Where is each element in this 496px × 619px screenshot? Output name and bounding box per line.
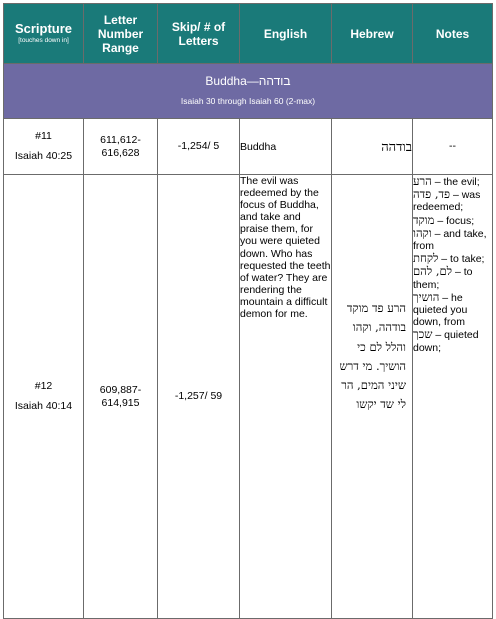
header-hebrew: Hebrew bbox=[332, 4, 413, 64]
header-row bbox=[4, 4, 493, 64]
note-hebrew: לם, להם bbox=[413, 264, 453, 279]
header-scripture bbox=[4, 4, 84, 64]
header-letter-number-range: Letter Number Range bbox=[84, 4, 158, 64]
section-title: Buddha—בודהה bbox=[205, 74, 291, 88]
notes-cell bbox=[413, 175, 493, 619]
row-verse: Isaiah 40:14 bbox=[14, 400, 73, 412]
english-cell: Buddha bbox=[240, 119, 332, 175]
note-item bbox=[413, 328, 492, 353]
header-scripture-sub: [touches down in] bbox=[18, 37, 69, 44]
note-text: – was redeemed; bbox=[413, 189, 481, 214]
note-text: – to take; bbox=[441, 253, 485, 266]
note-hebrew: שכך bbox=[413, 327, 433, 342]
note-hebrew: הושיך bbox=[413, 289, 440, 304]
note-hebrew: הרע bbox=[413, 174, 432, 188]
section-band-cell bbox=[4, 64, 493, 119]
section-band bbox=[4, 64, 493, 119]
row-verse: Isaiah 40:25 bbox=[14, 150, 73, 162]
note-hebrew: מוקד bbox=[413, 212, 435, 227]
bible-code-table bbox=[3, 3, 493, 619]
hebrew-cell bbox=[332, 119, 413, 175]
hebrew-cell bbox=[332, 175, 413, 619]
header-skip: Skip/ # of Letters bbox=[158, 4, 240, 64]
note-hebrew: וקהו bbox=[413, 225, 432, 240]
header-notes: Notes bbox=[413, 4, 493, 64]
note-text: – and take, from bbox=[413, 227, 487, 253]
note-hebrew: לקחת bbox=[413, 251, 439, 266]
scripture-cell bbox=[4, 175, 84, 619]
skip-cell: -1,254/ 5 bbox=[158, 119, 240, 175]
skip-cell: -1,257/ 59 bbox=[158, 175, 240, 619]
notes-cell: -- bbox=[413, 119, 493, 175]
range-cell: 609,887-614,915 bbox=[84, 175, 158, 619]
table-row bbox=[4, 175, 493, 619]
note-text: – he quieted you down, from bbox=[413, 291, 468, 329]
scripture-cell bbox=[4, 119, 84, 175]
row-number: #12 bbox=[34, 380, 53, 392]
note-text: – to them; bbox=[413, 266, 473, 291]
table-row bbox=[4, 119, 493, 175]
row-number: #11 bbox=[35, 130, 52, 142]
note-text: – focus; bbox=[437, 214, 475, 227]
english-cell: The evil was redeemed by the focus of Buddha, and take and praise them, for you were quieted down. Who has requested the teeth of water? They are rendering the mountain a difficult demon for me. bbox=[240, 175, 332, 619]
hebrew-text: הרע פד מוקד בודהה, וקהו והלל לם כי הושיך. מי דרש שיני המים, הר לי שד יקשו bbox=[339, 301, 406, 412]
range-cell: 611,612-616,628 bbox=[84, 119, 158, 175]
note-item bbox=[413, 227, 492, 252]
hebrew-text: בודהה bbox=[381, 139, 412, 155]
note-text: – quieted down; bbox=[413, 329, 479, 354]
note-item bbox=[413, 291, 492, 329]
note-text: – the evil; bbox=[434, 176, 480, 188]
note-hebrew: פד, פדה bbox=[413, 187, 451, 202]
header-scripture-label: Scripture bbox=[14, 21, 73, 36]
section-subtitle: Isaiah 30 through Isaiah 60 (2-max) bbox=[180, 96, 316, 106]
note-item bbox=[413, 265, 492, 290]
note-item bbox=[413, 188, 492, 213]
header-english: English bbox=[240, 4, 332, 64]
